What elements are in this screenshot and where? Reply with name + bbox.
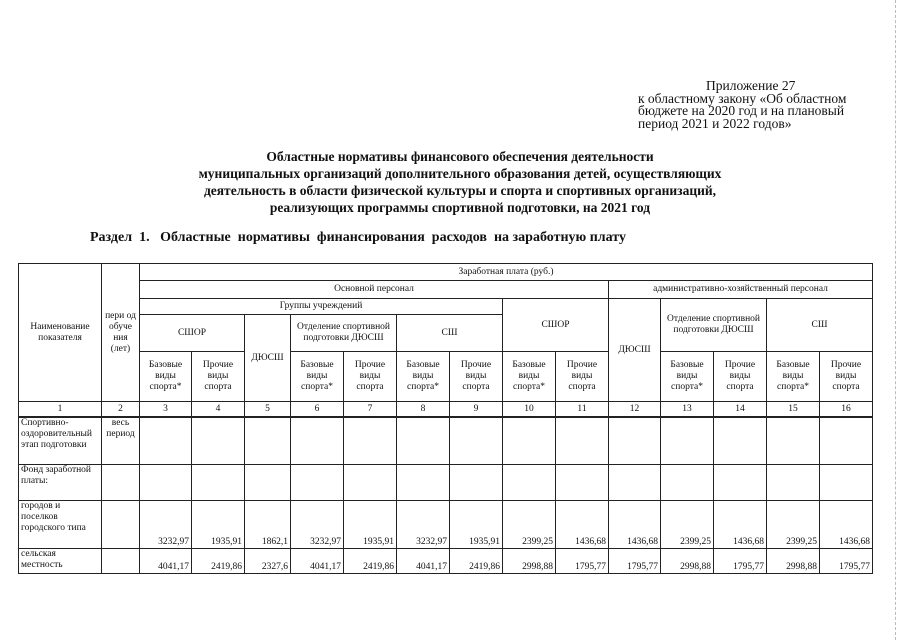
value-cell: 1795,77 xyxy=(556,548,609,573)
row-stage-name: Спортивно-оздоровительный этап подготовки xyxy=(19,417,102,464)
salary-norms-table xyxy=(18,263,873,574)
header-main-staff: Основной персонал xyxy=(140,281,609,299)
value-cell: 1862,1 xyxy=(245,500,291,548)
title-line: Областные нормативы финансового обеспечения деятельности xyxy=(266,149,654,164)
row-stage-period: весь период xyxy=(102,417,140,464)
column-number: 12 xyxy=(609,402,661,418)
header-indicator-name: Наименование показателя xyxy=(19,264,102,402)
header-dept-main: Отделение спортивной подготовки ДЮСШ xyxy=(291,315,397,352)
header-other-sports: Прочие виды спорта xyxy=(820,352,873,402)
value-cell: 3232,97 xyxy=(397,500,450,548)
column-number: 6 xyxy=(291,402,344,418)
title-line: деятельность в области физической культуры и спорта и спортивных организаций, xyxy=(203,183,717,198)
header-sshor-admin: СШОР xyxy=(503,299,609,352)
appendix-line: бюджете на 2020 год и на плановый xyxy=(638,103,845,118)
column-number: 8 xyxy=(397,402,450,418)
header-other-sports: Прочие виды спорта xyxy=(450,352,503,402)
appendix-line: к областному закону «Об областном xyxy=(638,90,847,106)
table-row xyxy=(19,500,873,548)
table-row xyxy=(19,548,873,573)
header-sshor-main: СШОР xyxy=(140,315,245,352)
value-cell: 4041,17 xyxy=(140,548,192,573)
value-cell: 2998,88 xyxy=(503,548,556,573)
value-cell: 4041,17 xyxy=(291,548,344,573)
header-other-sports: Прочие виды спорта xyxy=(714,352,767,402)
appendix-line: Приложение 27 xyxy=(706,78,796,93)
table-row xyxy=(19,464,873,500)
value-cell: 2327,6 xyxy=(245,548,291,573)
column-number: 4 xyxy=(192,402,245,418)
value-cell: 2399,25 xyxy=(661,500,714,548)
value-cell: 1436,68 xyxy=(556,500,609,548)
column-number: 3 xyxy=(140,402,192,418)
column-number: 7 xyxy=(344,402,397,418)
column-number: 13 xyxy=(661,402,714,418)
document-title xyxy=(150,148,770,216)
header-basic-sports: Базовые виды спорта* xyxy=(661,352,714,402)
value-cell: 3232,97 xyxy=(140,500,192,548)
row-fund-name: Фонд заработной платы: xyxy=(19,464,102,500)
header-admin-staff: административно-хозяйственный персонал xyxy=(609,281,873,299)
header-ssh-admin: СШ xyxy=(767,299,873,352)
header-institution-groups: Группы учреждений xyxy=(140,299,503,315)
section-heading: Раздел 1. Областные нормативы финансирования расходов на заработную плату xyxy=(90,230,626,245)
value-cell: 4041,17 xyxy=(397,548,450,573)
value-cell: 2399,25 xyxy=(767,500,820,548)
value-cell: 2399,25 xyxy=(503,500,556,548)
column-number: 16 xyxy=(820,402,873,418)
header-basic-sports: Базовые виды спорта* xyxy=(503,352,556,402)
appendix-note xyxy=(638,80,898,130)
column-number: 5 xyxy=(245,402,291,418)
column-number: 11 xyxy=(556,402,609,418)
value-cell: 1935,91 xyxy=(192,500,245,548)
header-period: пери од обуче ния (лет) xyxy=(102,264,140,402)
row-urban-name: городов и поселков городского типа xyxy=(19,500,102,548)
value-cell: 2998,88 xyxy=(767,548,820,573)
value-cell: 3232,97 xyxy=(291,500,344,548)
column-number: 15 xyxy=(767,402,820,418)
header-ssh-main: СШ xyxy=(397,315,503,352)
header-salary: Заработная плата (руб.) xyxy=(140,264,873,281)
header-basic-sports: Базовые виды спорта* xyxy=(767,352,820,402)
header-dept-admin: Отделение спортивной подготовки ДЮСШ xyxy=(661,299,767,352)
column-number: 14 xyxy=(714,402,767,418)
header-other-sports: Прочие виды спорта xyxy=(344,352,397,402)
column-number-row xyxy=(19,402,873,418)
appendix-line: период 2021 и 2022 годов» xyxy=(638,115,792,131)
column-number: 10 xyxy=(503,402,556,418)
header-dyussh-main: ДЮСШ xyxy=(245,315,291,402)
header-basic-sports: Базовые виды спорта* xyxy=(140,352,192,402)
value-cell: 1436,68 xyxy=(609,500,661,548)
value-cell: 1436,68 xyxy=(820,500,873,548)
header-other-sports: Прочие виды спорта xyxy=(556,352,609,402)
value-cell: 1795,77 xyxy=(714,548,767,573)
header-basic-sports: Базовые виды спорта* xyxy=(397,352,450,402)
header-other-sports: Прочие виды спорта xyxy=(192,352,245,402)
title-line: муниципальных организаций дополнительного образования детей, осуществляющих xyxy=(198,166,722,181)
value-cell: 2419,86 xyxy=(450,548,503,573)
table-row xyxy=(19,417,873,464)
header-basic-sports: Базовые виды спорта* xyxy=(291,352,344,402)
value-cell: 1935,91 xyxy=(344,500,397,548)
value-cell: 1795,77 xyxy=(820,548,873,573)
row-rural-name: сельская местность xyxy=(19,548,102,573)
value-cell: 2419,86 xyxy=(344,548,397,573)
column-number: 9 xyxy=(450,402,503,418)
column-number: 2 xyxy=(102,402,140,418)
value-cell: 2998,88 xyxy=(661,548,714,573)
value-cell: 2419,86 xyxy=(192,548,245,573)
value-cell: 1935,91 xyxy=(450,500,503,548)
value-cell: 1795,77 xyxy=(609,548,661,573)
value-cell: 1436,68 xyxy=(714,500,767,548)
title-line: реализующих программы спортивной подготовки, на 2021 год xyxy=(269,200,651,215)
header-dyussh-admin: ДЮСШ xyxy=(609,299,661,402)
column-number: 1 xyxy=(19,402,102,418)
